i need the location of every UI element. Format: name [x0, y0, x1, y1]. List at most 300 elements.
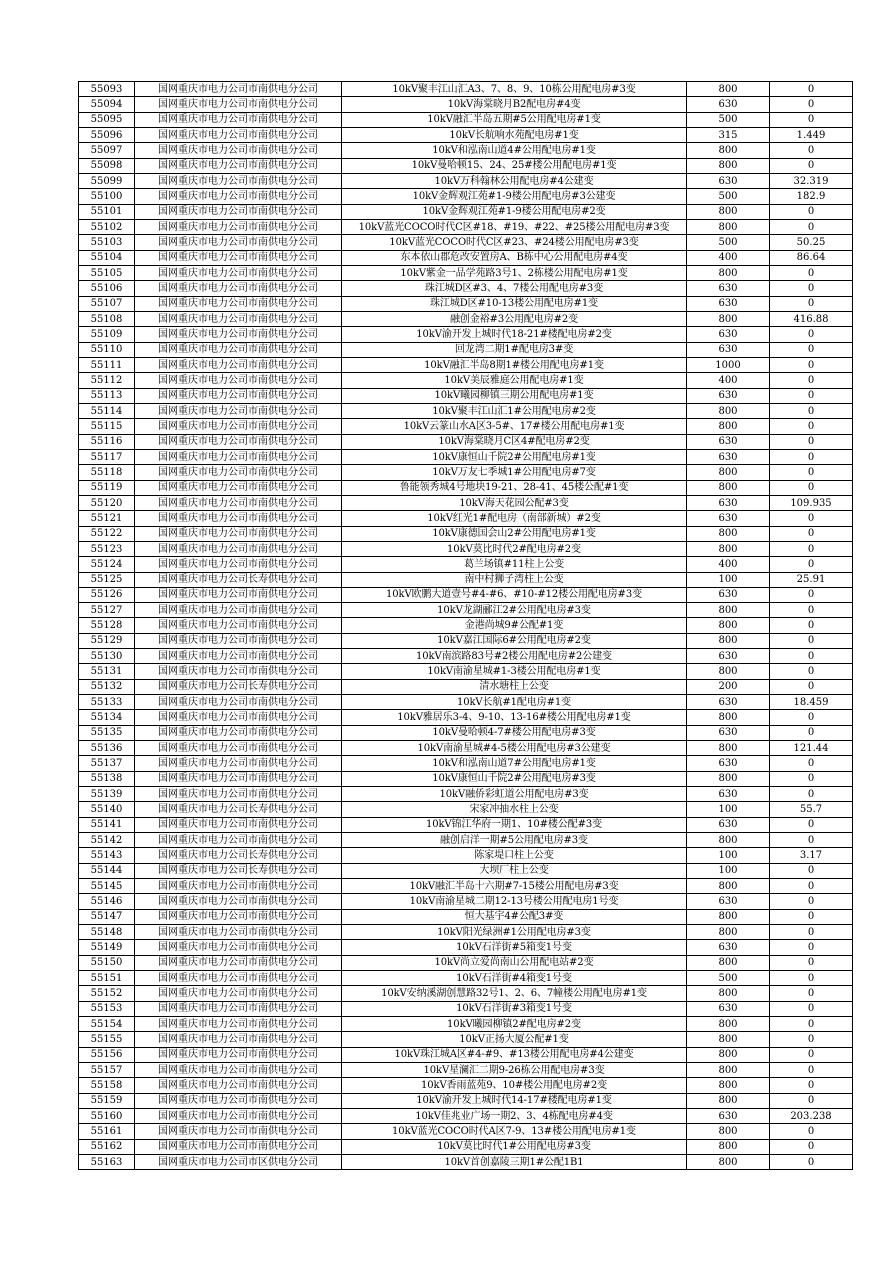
table-row [79, 1078, 853, 1093]
row-id-cell: 55143 [79, 848, 135, 863]
company-cell: 国网重庆市电力公司市南供电分公司 [135, 986, 342, 1001]
company-cell: 国网重庆市电力公司市南供电分公司 [135, 403, 342, 418]
transformer-name-cell: 10kV渝开发上城时代14-17#楼配电房#1变 [342, 1093, 687, 1108]
company-cell: 国网重庆市电力公司市南供电分公司 [135, 465, 342, 480]
capacity-cell: 630 [687, 817, 770, 832]
transformer-name-cell: 10kV蓝光COCO时代C区#23、#24楼公用配电房#3变 [342, 235, 687, 250]
row-id-cell: 55120 [79, 495, 135, 510]
capacity-cell: 630 [687, 281, 770, 296]
value-cell: 0 [770, 373, 853, 388]
company-cell: 国网重庆市电力公司市南供电分公司 [135, 189, 342, 204]
row-id-cell: 55102 [79, 219, 135, 234]
capacity-cell: 800 [687, 1093, 770, 1108]
company-cell: 国网重庆市电力公司市南供电分公司 [135, 771, 342, 786]
capacity-cell: 100 [687, 848, 770, 863]
transformer-name-cell: 回龙湾二期1#配电房3#变 [342, 342, 687, 357]
capacity-cell: 800 [687, 419, 770, 434]
value-cell: 0 [770, 1154, 853, 1169]
capacity-cell: 800 [687, 1032, 770, 1047]
capacity-cell: 630 [687, 787, 770, 802]
table-row [79, 1139, 853, 1154]
transformer-name-cell: 金港尚城9#公配#1变 [342, 618, 687, 633]
table-row [79, 189, 853, 204]
table-row [79, 373, 853, 388]
table-row [79, 1154, 853, 1169]
transformer-name-cell: 10kV和泓南山道4#公用配电房#1变 [342, 143, 687, 158]
value-cell: 0 [770, 1032, 853, 1047]
capacity-cell: 630 [687, 756, 770, 771]
value-cell: 0 [770, 679, 853, 694]
company-cell: 国网重庆市电力公司市南供电分公司 [135, 419, 342, 434]
row-id-cell: 55097 [79, 143, 135, 158]
table-row [79, 541, 853, 556]
transformer-name-cell: 10kV紫金一品学苑路3号1、2栋楼公用配电房#1变 [342, 265, 687, 280]
row-id-cell: 55110 [79, 342, 135, 357]
company-cell: 国网重庆市电力公司市区供电分公司 [135, 1154, 342, 1169]
transformer-name-cell: 10kV曼哈顿4-7#楼公用配电房#3变 [342, 725, 687, 740]
capacity-cell: 800 [687, 710, 770, 725]
company-cell: 国网重庆市电力公司市南供电分公司 [135, 327, 342, 342]
capacity-cell: 800 [687, 1047, 770, 1062]
row-id-cell: 55151 [79, 971, 135, 986]
row-id-cell: 55113 [79, 388, 135, 403]
value-cell: 0 [770, 112, 853, 127]
transformer-name-cell: 10kV蓝光COCO时代A区7-9、13#楼公用配电房#1变 [342, 1124, 687, 1139]
row-id-cell: 55111 [79, 357, 135, 372]
transformer-name-cell: 10kV长航#1配电房#1变 [342, 695, 687, 710]
value-cell: 0 [770, 986, 853, 1001]
transformer-name-cell: 珠江城D区#3、4、7楼公用配电房#3变 [342, 281, 687, 296]
row-id-cell: 55095 [79, 112, 135, 127]
row-id-cell: 55131 [79, 664, 135, 679]
company-cell: 国网重庆市电力公司市南供电分公司 [135, 695, 342, 710]
table-row [79, 342, 853, 357]
table-row [79, 526, 853, 541]
company-cell: 国网重庆市电力公司市南供电分公司 [135, 127, 342, 142]
value-cell: 0 [770, 82, 853, 97]
transformer-name-cell: 10kV佳兆业广场一期2、3、4栋配电房#4变 [342, 1108, 687, 1123]
row-id-cell: 55155 [79, 1032, 135, 1047]
value-cell: 50.25 [770, 235, 853, 250]
table-row [79, 725, 853, 740]
transformer-name-cell: 10kV香雨蓝苑9、10#楼公用配电房#2变 [342, 1078, 687, 1093]
row-id-cell: 55163 [79, 1154, 135, 1169]
row-id-cell: 55096 [79, 127, 135, 142]
transformer-name-cell: 10kV曦园柳镇三期公用配电房#1变 [342, 388, 687, 403]
table-row [79, 434, 853, 449]
table-row [79, 1032, 853, 1047]
value-cell: 0 [770, 434, 853, 449]
company-cell: 国网重庆市电力公司市南供电分公司 [135, 82, 342, 97]
transformer-name-cell: 10kV海天花园公配#3变 [342, 495, 687, 510]
table-row [79, 787, 853, 802]
row-id-cell: 55129 [79, 633, 135, 648]
transformer-name-cell: 10kV金辉观江苑#1-9楼公用配电房#2变 [342, 204, 687, 219]
value-cell: 0 [770, 480, 853, 495]
row-id-cell: 55098 [79, 158, 135, 173]
company-cell: 国网重庆市电力公司市南供电分公司 [135, 541, 342, 556]
capacity-cell: 1000 [687, 357, 770, 372]
transformer-name-cell: 宋家冲抽水柱上公变 [342, 802, 687, 817]
transformer-name-cell: 10kV石洋街#4箱变1号变 [342, 971, 687, 986]
company-cell: 国网重庆市电力公司市南供电分公司 [135, 1017, 342, 1032]
transformer-name-cell: 10kV莫比时代2#配电房#2变 [342, 541, 687, 556]
row-id-cell: 55108 [79, 311, 135, 326]
transformer-name-cell: 10kV曦园柳镇2#配电房#2变 [342, 1017, 687, 1032]
table-row [79, 173, 853, 188]
company-cell: 国网重庆市电力公司市南供电分公司 [135, 434, 342, 449]
table-row [79, 1017, 853, 1032]
row-id-cell: 55161 [79, 1124, 135, 1139]
transformer-name-cell: 10kV康恒山千院2#公用配电房#3变 [342, 771, 687, 786]
table-row [79, 971, 853, 986]
company-cell: 国网重庆市电力公司市南供电分公司 [135, 388, 342, 403]
company-cell: 国网重庆市电力公司市南供电分公司 [135, 603, 342, 618]
transformer-name-cell: 陈家堤口柱上公变 [342, 848, 687, 863]
capacity-cell: 630 [687, 173, 770, 188]
value-cell: 0 [770, 894, 853, 909]
transformer-name-cell: 10kV融侨彩虹道公用配电房#3变 [342, 787, 687, 802]
company-cell: 国网重庆市电力公司市南供电分公司 [135, 1093, 342, 1108]
value-cell: 0 [770, 511, 853, 526]
capacity-cell: 100 [687, 863, 770, 878]
transformer-name-cell: 10kV龙湖郦江2#公用配电房#3变 [342, 603, 687, 618]
row-id-cell: 55123 [79, 541, 135, 556]
table-row [79, 1001, 853, 1016]
row-id-cell: 55158 [79, 1078, 135, 1093]
transformer-name-cell: 大坝厂柱上公变 [342, 863, 687, 878]
transformer-name-cell: 10kV正扬大厦公配#1变 [342, 1032, 687, 1047]
row-id-cell: 55103 [79, 235, 135, 250]
row-id-cell: 55148 [79, 925, 135, 940]
company-cell: 国网重庆市电力公司市南供电分公司 [135, 204, 342, 219]
capacity-cell: 630 [687, 449, 770, 464]
value-cell: 0 [770, 879, 853, 894]
company-cell: 国网重庆市电力公司市南供电分公司 [135, 449, 342, 464]
row-id-cell: 55153 [79, 1001, 135, 1016]
row-id-cell: 55119 [79, 480, 135, 495]
value-cell: 0 [770, 649, 853, 664]
value-cell: 0 [770, 1047, 853, 1062]
company-cell: 国网重庆市电力公司市南供电分公司 [135, 971, 342, 986]
row-id-cell: 55125 [79, 572, 135, 587]
row-id-cell: 55126 [79, 587, 135, 602]
row-id-cell: 55137 [79, 756, 135, 771]
table-row [79, 235, 853, 250]
table-row [79, 158, 853, 173]
table-row [79, 710, 853, 725]
table-row [79, 618, 853, 633]
table-row [79, 127, 853, 142]
company-cell: 国网重庆市电力公司市南供电分公司 [135, 296, 342, 311]
value-cell: 0 [770, 787, 853, 802]
company-cell: 国网重庆市电力公司市南供电分公司 [135, 1001, 342, 1016]
row-id-cell: 55139 [79, 787, 135, 802]
row-id-cell: 55147 [79, 909, 135, 924]
capacity-cell: 630 [687, 587, 770, 602]
capacity-cell: 800 [687, 219, 770, 234]
row-id-cell: 55124 [79, 557, 135, 572]
row-id-cell: 55114 [79, 403, 135, 418]
row-id-cell: 55094 [79, 97, 135, 112]
table-row [79, 741, 853, 756]
row-id-cell: 55104 [79, 250, 135, 265]
capacity-cell: 800 [687, 82, 770, 97]
company-cell: 国网重庆市电力公司市南供电分公司 [135, 1108, 342, 1123]
value-cell: 0 [770, 204, 853, 219]
table-row [79, 265, 853, 280]
transformer-name-cell: 10kV聚丰江山汇A3、7、8、9、10栋公用配电房#3变 [342, 82, 687, 97]
row-id-cell: 55162 [79, 1139, 135, 1154]
row-id-cell: 55135 [79, 725, 135, 740]
row-id-cell: 55099 [79, 173, 135, 188]
company-cell: 国网重庆市电力公司长寿供电分公司 [135, 848, 342, 863]
company-cell: 国网重庆市电力公司长寿供电分公司 [135, 802, 342, 817]
transformer-name-cell: 10kV渝开发上城时代18-21#楼配电房#2变 [342, 327, 687, 342]
capacity-cell: 630 [687, 434, 770, 449]
value-cell: 25.91 [770, 572, 853, 587]
transformer-name-cell: 10kV锦江华府一期1、10#楼公配#3变 [342, 817, 687, 832]
table-row [79, 480, 853, 495]
value-cell: 0 [770, 1093, 853, 1108]
row-id-cell: 55130 [79, 649, 135, 664]
company-cell: 国网重庆市电力公司市南供电分公司 [135, 495, 342, 510]
transformer-name-cell: 清水塘柱上公变 [342, 679, 687, 694]
capacity-cell: 800 [687, 465, 770, 480]
capacity-cell: 630 [687, 342, 770, 357]
company-cell: 国网重庆市电力公司市南供电分公司 [135, 756, 342, 771]
value-cell: 0 [770, 296, 853, 311]
capacity-cell: 630 [687, 894, 770, 909]
capacity-cell: 315 [687, 127, 770, 142]
company-cell: 国网重庆市电力公司市南供电分公司 [135, 173, 342, 188]
company-cell: 国网重庆市电力公司市南供电分公司 [135, 618, 342, 633]
row-id-cell: 55152 [79, 986, 135, 1001]
row-id-cell: 55118 [79, 465, 135, 480]
value-cell: 0 [770, 955, 853, 970]
table-row [79, 664, 853, 679]
transformer-name-cell: 南中村狮子湾柱上公变 [342, 572, 687, 587]
row-id-cell: 55133 [79, 695, 135, 710]
table-row [79, 587, 853, 602]
value-cell: 0 [770, 143, 853, 158]
company-cell: 国网重庆市电力公司市南供电分公司 [135, 342, 342, 357]
capacity-cell: 800 [687, 265, 770, 280]
capacity-cell: 100 [687, 802, 770, 817]
transformer-name-cell: 10kV康恒山千院2#公用配电房#1变 [342, 449, 687, 464]
capacity-cell: 800 [687, 204, 770, 219]
capacity-cell: 400 [687, 250, 770, 265]
company-cell: 国网重庆市电力公司市南供电分公司 [135, 526, 342, 541]
table-row [79, 863, 853, 878]
company-cell: 国网重庆市电力公司市南供电分公司 [135, 664, 342, 679]
table-row [79, 756, 853, 771]
transformer-name-cell: 10kV云篆山水A区3-5#、17#楼公用配电房#1变 [342, 419, 687, 434]
company-cell: 国网重庆市电力公司市南供电分公司 [135, 219, 342, 234]
value-cell: 0 [770, 1017, 853, 1032]
capacity-cell: 630 [687, 511, 770, 526]
table-row [79, 1047, 853, 1062]
value-cell: 55.7 [770, 802, 853, 817]
table-row [79, 219, 853, 234]
transformer-name-cell: 10kV和泓南山道7#公用配电房#1变 [342, 756, 687, 771]
row-id-cell: 55107 [79, 296, 135, 311]
transformer-name-cell: 10kV海棠晓月B2配电房#4变 [342, 97, 687, 112]
transformer-name-cell: 10kV融汇半岛五期#5公用配电房#1变 [342, 112, 687, 127]
table-row [79, 909, 853, 924]
table-row [79, 955, 853, 970]
transformer-name-cell: 10kV聚丰江山汇1#公用配电房#2变 [342, 403, 687, 418]
value-cell: 0 [770, 1139, 853, 1154]
transformer-name-cell: 10kV南渝星城二期12-13号楼公用配电房1号变 [342, 894, 687, 909]
capacity-cell: 630 [687, 495, 770, 510]
transformer-name-cell: 10kV万友七季城1#公用配电房#7变 [342, 465, 687, 480]
table-row [79, 82, 853, 97]
capacity-cell: 800 [687, 403, 770, 418]
company-cell: 国网重庆市电力公司市南供电分公司 [135, 281, 342, 296]
value-cell: 0 [770, 158, 853, 173]
table-row [79, 250, 853, 265]
transformer-name-cell: 10kV星澜汇二期9-26栋公用配电房#3变 [342, 1063, 687, 1078]
value-cell: 0 [770, 419, 853, 434]
transformer-name-cell: 10kV安纳溪湖创慧路32号1、2、6、7幢楼公用配电房#1变 [342, 986, 687, 1001]
company-cell: 国网重庆市电力公司市南供电分公司 [135, 357, 342, 372]
capacity-cell: 500 [687, 235, 770, 250]
row-id-cell: 55146 [79, 894, 135, 909]
value-cell: 121.44 [770, 741, 853, 756]
transformer-name-cell: 10kV珠江城A区#4-#9、#13楼公用配电房#4公建变 [342, 1047, 687, 1062]
capacity-cell: 630 [687, 97, 770, 112]
row-id-cell: 55101 [79, 204, 135, 219]
capacity-cell: 800 [687, 311, 770, 326]
row-id-cell: 55150 [79, 955, 135, 970]
value-cell: 0 [770, 1001, 853, 1016]
table-row [79, 649, 853, 664]
capacity-cell: 630 [687, 649, 770, 664]
company-cell: 国网重庆市电力公司市南供电分公司 [135, 787, 342, 802]
row-id-cell: 55109 [79, 327, 135, 342]
company-cell: 国网重庆市电力公司市南供电分公司 [135, 97, 342, 112]
table-row [79, 419, 853, 434]
row-id-cell: 55093 [79, 82, 135, 97]
company-cell: 国网重庆市电力公司市南供电分公司 [135, 373, 342, 388]
capacity-cell: 800 [687, 541, 770, 556]
capacity-cell: 800 [687, 633, 770, 648]
row-id-cell: 55127 [79, 603, 135, 618]
capacity-cell: 630 [687, 1108, 770, 1123]
transformer-name-cell: 10kV金辉观江苑#1-9楼公用配电房#3公建变 [342, 189, 687, 204]
company-cell: 国网重庆市电力公司市南供电分公司 [135, 725, 342, 740]
capacity-cell: 800 [687, 1139, 770, 1154]
table-row [79, 1093, 853, 1108]
row-id-cell: 55115 [79, 419, 135, 434]
table-row [79, 112, 853, 127]
transformer-name-cell: 10kV尚立爱尚南山公用配电站#2变 [342, 955, 687, 970]
company-cell: 国网重庆市电力公司市南供电分公司 [135, 649, 342, 664]
row-id-cell: 55159 [79, 1093, 135, 1108]
capacity-cell: 800 [687, 1154, 770, 1169]
capacity-cell: 500 [687, 112, 770, 127]
value-cell: 182.9 [770, 189, 853, 204]
capacity-cell: 800 [687, 879, 770, 894]
table-row [79, 311, 853, 326]
value-cell: 0 [770, 357, 853, 372]
row-id-cell: 55144 [79, 863, 135, 878]
row-id-cell: 55132 [79, 679, 135, 694]
capacity-cell: 630 [687, 695, 770, 710]
row-id-cell: 55156 [79, 1047, 135, 1062]
capacity-cell: 630 [687, 296, 770, 311]
table-row [79, 403, 853, 418]
company-cell: 国网重庆市电力公司市南供电分公司 [135, 480, 342, 495]
capacity-cell: 800 [687, 771, 770, 786]
transformer-name-cell: 10kV红光1#配电房（南部新城）#2变 [342, 511, 687, 526]
transformer-name-cell: 珠江城D区#10-13楼公用配电房#1变 [342, 296, 687, 311]
company-cell: 国网重庆市电力公司市南供电分公司 [135, 587, 342, 602]
transformer-table [78, 81, 853, 1170]
company-cell: 国网重庆市电力公司长寿供电分公司 [135, 863, 342, 878]
table-row [79, 817, 853, 832]
capacity-cell: 800 [687, 909, 770, 924]
company-cell: 国网重庆市电力公司市南供电分公司 [135, 250, 342, 265]
value-cell: 0 [770, 219, 853, 234]
table-row [79, 388, 853, 403]
value-cell: 86.64 [770, 250, 853, 265]
value-cell: 3.17 [770, 848, 853, 863]
company-cell: 国网重庆市电力公司市南供电分公司 [135, 158, 342, 173]
capacity-cell: 200 [687, 679, 770, 694]
row-id-cell: 55140 [79, 802, 135, 817]
row-id-cell: 55136 [79, 741, 135, 756]
transformer-name-cell: 葛兰场镇#11柱上公变 [342, 557, 687, 572]
value-cell: 1.449 [770, 127, 853, 142]
transformer-name-cell: 10kV长航响水苑配电房#1变 [342, 127, 687, 142]
table-row [79, 572, 853, 587]
company-cell: 国网重庆市电力公司市南供电分公司 [135, 1139, 342, 1154]
company-cell: 国网重庆市电力公司市南供电分公司 [135, 1032, 342, 1047]
row-id-cell: 55145 [79, 879, 135, 894]
table-row [79, 1108, 853, 1123]
value-cell: 0 [770, 756, 853, 771]
row-id-cell: 55122 [79, 526, 135, 541]
company-cell: 国网重庆市电力公司长寿供电分公司 [135, 572, 342, 587]
transformer-name-cell: 10kV南渝星城#4-5楼公用配电房#3公建变 [342, 741, 687, 756]
value-cell: 32.319 [770, 173, 853, 188]
value-cell: 0 [770, 863, 853, 878]
table-row [79, 465, 853, 480]
value-cell: 0 [770, 327, 853, 342]
company-cell: 国网重庆市电力公司市南供电分公司 [135, 511, 342, 526]
table-row [79, 679, 853, 694]
capacity-cell: 800 [687, 1124, 770, 1139]
capacity-cell: 800 [687, 833, 770, 848]
transformer-name-cell: 10kV康德国会山2#公用配电房#1变 [342, 526, 687, 541]
capacity-cell: 630 [687, 1001, 770, 1016]
row-id-cell: 55112 [79, 373, 135, 388]
capacity-cell: 400 [687, 373, 770, 388]
value-cell: 0 [770, 403, 853, 418]
row-id-cell: 55121 [79, 511, 135, 526]
capacity-cell: 800 [687, 664, 770, 679]
company-cell: 国网重庆市电力公司市南供电分公司 [135, 1047, 342, 1062]
value-cell: 416.88 [770, 311, 853, 326]
company-cell: 国网重庆市电力公司市南供电分公司 [135, 633, 342, 648]
table-row [79, 879, 853, 894]
value-cell: 0 [770, 833, 853, 848]
transformer-name-cell: 融创启洋一期#5公用配电房#3变 [342, 833, 687, 848]
table-row [79, 1124, 853, 1139]
row-id-cell: 55138 [79, 771, 135, 786]
